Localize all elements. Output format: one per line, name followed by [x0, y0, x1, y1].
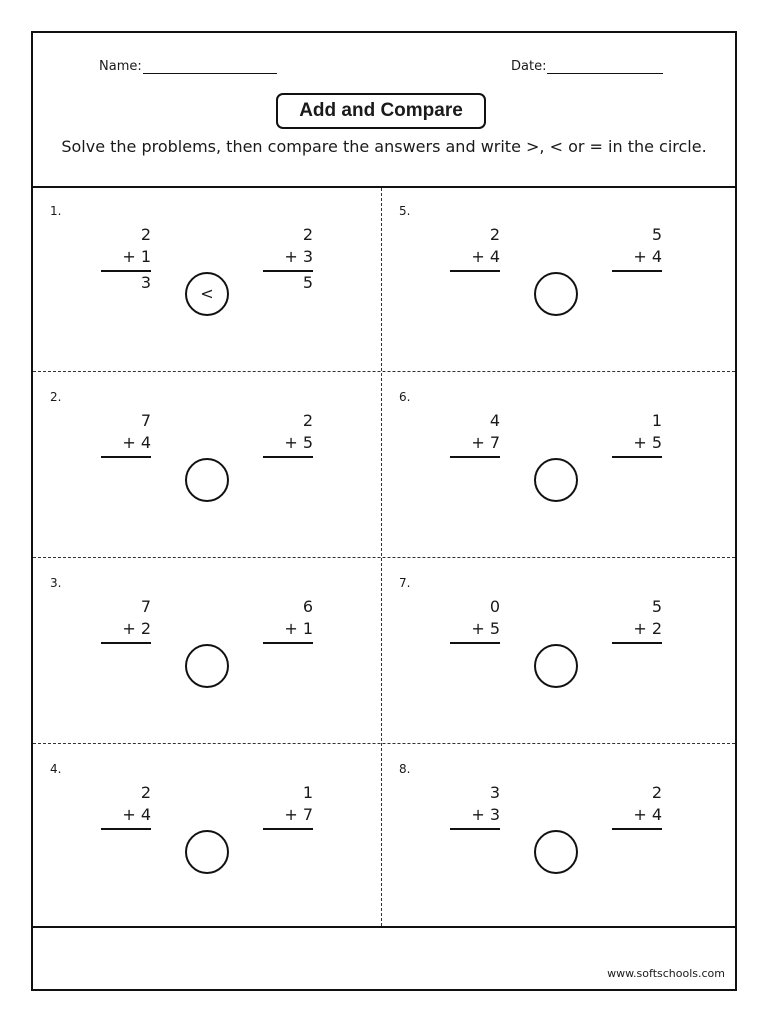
- page-title: Add and Compare: [276, 93, 486, 129]
- answer-field[interactable]: [450, 272, 500, 294]
- addend-bottom: + 3: [471, 805, 500, 824]
- answer-field[interactable]: [612, 830, 662, 852]
- addend-top: 6: [302, 597, 313, 616]
- problem-number: 2.: [50, 390, 62, 404]
- left-addition: [450, 410, 500, 480]
- problem-grid: [33, 186, 735, 928]
- addend-top: 0: [489, 597, 500, 616]
- addend-bottom: + 1: [122, 247, 151, 266]
- addend-bottom: + 2: [633, 619, 662, 638]
- name-field[interactable]: [99, 59, 277, 74]
- answer-field[interactable]: [263, 644, 313, 666]
- addend-bottom: + 4: [122, 805, 151, 824]
- addend-bottom: + 4: [633, 247, 662, 266]
- answer-field[interactable]: [450, 644, 500, 666]
- problem-number: 7.: [399, 576, 411, 590]
- addend-top: 2: [140, 783, 151, 802]
- compare-circle[interactable]: [185, 644, 229, 688]
- addend-bottom: + 4: [633, 805, 662, 824]
- addend-bottom: + 4: [122, 433, 151, 452]
- name-line[interactable]: [143, 60, 277, 74]
- addend-top: 2: [140, 225, 151, 244]
- left-addition: [101, 224, 151, 294]
- addend-bottom: + 7: [471, 433, 500, 452]
- right-addition: [612, 410, 662, 480]
- addend-top: 3: [489, 783, 500, 802]
- addend-bottom: + 5: [284, 433, 313, 452]
- problem-number: 4.: [50, 762, 62, 776]
- right-addition: [612, 782, 662, 852]
- date-field[interactable]: [511, 59, 663, 74]
- left-addition: [101, 782, 151, 852]
- right-addition: [263, 782, 313, 852]
- left-addition: [450, 224, 500, 294]
- problem-number: 6.: [399, 390, 411, 404]
- site-credit: www.softschools.com: [607, 967, 725, 980]
- right-addition: [263, 410, 313, 480]
- left-addition: [450, 596, 500, 666]
- compare-circle[interactable]: [534, 644, 578, 688]
- right-addition: [612, 224, 662, 294]
- addend-bottom: + 4: [471, 247, 500, 266]
- right-addition: [612, 596, 662, 666]
- problem-cell: [33, 746, 381, 931]
- answer-field[interactable]: [450, 830, 500, 852]
- problem-number: 8.: [399, 762, 411, 776]
- answer-field[interactable]: [612, 644, 662, 666]
- addend-top: 2: [302, 225, 313, 244]
- addend-bottom: + 3: [284, 247, 313, 266]
- worksheet: [31, 31, 737, 991]
- addend-bottom: + 1: [284, 619, 313, 638]
- right-addition: [263, 596, 313, 666]
- problem-number: 3.: [50, 576, 62, 590]
- addend-top: 5: [651, 597, 662, 616]
- compare-circle[interactable]: [534, 272, 578, 316]
- addend-top: 2: [651, 783, 662, 802]
- compare-circle[interactable]: [185, 458, 229, 502]
- left-addition: [450, 782, 500, 852]
- date-label: Date:: [511, 59, 547, 74]
- answer-field[interactable]: [612, 272, 662, 294]
- answer-field[interactable]: 5: [302, 273, 313, 292]
- addend-top: 5: [651, 225, 662, 244]
- compare-circle[interactable]: <: [185, 272, 229, 316]
- problem-cell: [382, 374, 730, 559]
- addend-top: 1: [302, 783, 313, 802]
- answer-field[interactable]: [101, 830, 151, 852]
- addend-top: 1: [651, 411, 662, 430]
- addend-bottom: + 5: [633, 433, 662, 452]
- answer-field[interactable]: 3: [140, 273, 151, 292]
- instructions: Solve the problems, then compare the answers and write >, < or = in the circle.: [61, 137, 707, 156]
- compare-circle[interactable]: [534, 830, 578, 874]
- name-label: Name:: [99, 59, 142, 74]
- answer-field[interactable]: [101, 644, 151, 666]
- compare-circle[interactable]: [534, 458, 578, 502]
- date-line[interactable]: [547, 60, 663, 74]
- problem-cell: [382, 560, 730, 745]
- addend-top: 2: [489, 225, 500, 244]
- compare-circle[interactable]: [185, 830, 229, 874]
- answer-field[interactable]: [450, 458, 500, 480]
- problem-number: 5.: [399, 204, 411, 218]
- left-addition: [101, 410, 151, 480]
- answer-field[interactable]: [263, 830, 313, 852]
- addend-bottom: + 2: [122, 619, 151, 638]
- right-addition: [263, 224, 313, 294]
- addend-top: 2: [302, 411, 313, 430]
- addend-top: 7: [140, 597, 151, 616]
- addend-top: 4: [489, 411, 500, 430]
- problem-cell: [382, 188, 730, 373]
- problem-number: 1.: [50, 204, 62, 218]
- problem-cell: [33, 188, 381, 373]
- addend-bottom: + 5: [471, 619, 500, 638]
- addend-top: 7: [140, 411, 151, 430]
- left-addition: [101, 596, 151, 666]
- problem-cell: [382, 746, 730, 931]
- addend-bottom: + 7: [284, 805, 313, 824]
- problem-cell: [33, 374, 381, 559]
- answer-field[interactable]: [101, 458, 151, 480]
- problem-cell: [33, 560, 381, 745]
- answer-field[interactable]: [612, 458, 662, 480]
- answer-field[interactable]: [263, 458, 313, 480]
